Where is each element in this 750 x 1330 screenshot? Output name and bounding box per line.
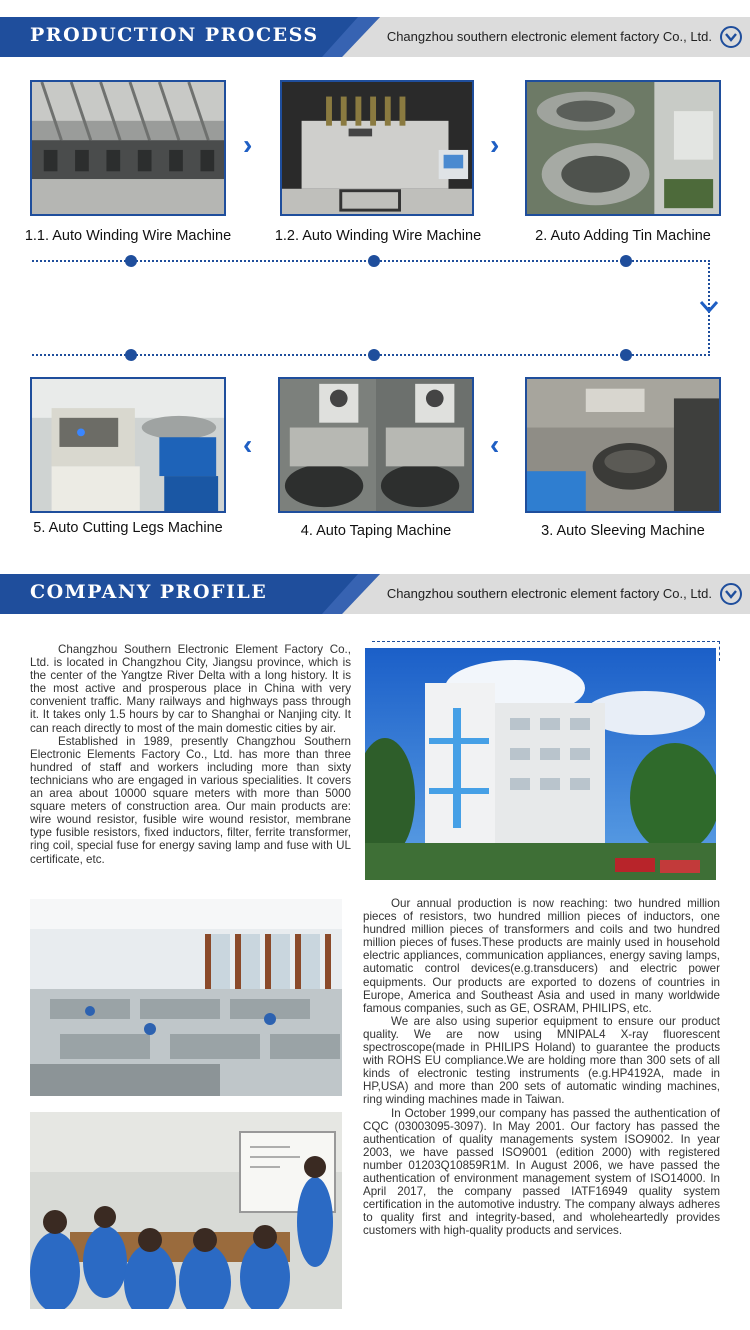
company-profile-banner bbox=[0, 574, 750, 614]
production-process-banner bbox=[0, 17, 750, 57]
step-caption: 5. Auto Cutting Legs Machine bbox=[33, 520, 223, 536]
photo-auto-winding-wire-machine-2 bbox=[280, 80, 474, 216]
step-caption: 2. Auto Adding Tin Machine bbox=[535, 228, 711, 244]
arrow-left-icon: ‹ bbox=[243, 429, 253, 460]
company-name: Changzhou southern electronic element factory Co., Ltd. bbox=[386, 586, 712, 601]
profile-intro-text bbox=[30, 643, 351, 866]
chevron-down-icon bbox=[699, 300, 719, 314]
photo-auto-cutting-legs-machine bbox=[30, 377, 226, 513]
timeline-node bbox=[368, 255, 380, 267]
chevron-down-icon[interactable] bbox=[720, 26, 742, 48]
timeline-node bbox=[125, 255, 137, 267]
paragraph: Our annual production is now reaching: two hundred million pieces of resistors, two hundred million pieces of inductors, one hundred million pieces of transformers and coils and two hundred million pieces of fuses.These products are mainly used in household electric appliances, communication appliances, energy saving lamps, automatic control devices(e.g.transducers) and electric power equipments. Our products are exported to dozens of countries in Europe, America and Southeast Asia and used in many worldwide famous companies, such as GE, OSRAM, PHILIPS, etc. bbox=[363, 897, 720, 1015]
section-title: COMPANY PROFILE bbox=[30, 581, 268, 603]
arrow-right-icon: › bbox=[243, 129, 253, 160]
step-caption: 3. Auto Sleeving Machine bbox=[541, 523, 705, 539]
chevron-down-icon[interactable] bbox=[720, 583, 742, 605]
photo-meeting bbox=[30, 1112, 342, 1309]
arrow-left-icon: ‹ bbox=[490, 429, 500, 460]
arrow-right-icon: › bbox=[490, 129, 500, 160]
photo-auto-winding-wire-machine-1 bbox=[30, 80, 226, 216]
timeline-node bbox=[620, 255, 632, 267]
paragraph: In October 1999,our company has passed the authentication of CQC (03003095-3097). In May 2001. Our factory has passed the authentication of quality managements system ISO9002. In year 2003, we have passed ISO9001 (edition 2000) with registered number 01203Q10859R1M. In August 2006, we have passed the authentication of environment management system of ISO14000. In April 2017, the company passed IATF16949 quality system certification in the automotive industry. The company always adheres to quality first and integrity-based, and wholeheartedly provides customers with high-quality products and services. bbox=[363, 1106, 720, 1238]
timeline-node bbox=[620, 349, 632, 361]
step-caption: 1.2. Auto Winding Wire Machine bbox=[274, 228, 482, 244]
timeline-node bbox=[368, 349, 380, 361]
paragraph: Established in 1989, presently Changzhou Southern Electronic Elements Factory Co., Ltd. has more than three hundred of staff and workers including more than sixty technicians who are engaged in various specialities. It covers an area about 10000 square meters with more than 5000 square meters of construction area. Our main products are: wire wound resistor, fusible wire wound resistor, membrane type fusible resistors, fixed inductors, filter, ferrite transformer, ring coil, special fuse for energy saving lamp and fuse with UL certificate, etc. bbox=[30, 734, 351, 866]
company-name: Changzhou southern electronic element factory Co., Ltd. bbox=[386, 29, 712, 44]
step-caption: 1.1. Auto Winding Wire Machine bbox=[24, 228, 232, 244]
paragraph: Changzhou Southern Electronic Element Factory Co., Ltd. is located in Changzhou City, Jiangsu province, which is the center of the Yangtze River Delta with a long history. It is the most active and prosperous place in China with very convenient traffic. Many railways and highways pass through it. It takes only 1.5 hours by car to Shanghai or Nanjing city. It can reach directly to most of the main domestic cities by air. bbox=[30, 643, 351, 735]
photo-auto-adding-tin-machine bbox=[525, 80, 721, 216]
photo-auto-sleeving-machine bbox=[525, 377, 721, 513]
step-caption: 4. Auto Taping Machine bbox=[300, 523, 452, 539]
profile-details-text bbox=[363, 897, 720, 1237]
paragraph: We are also using superior equipment to ensure our product quality. We are now using MNIPAL4 X-ray fluorescent spectroscope(made in PHILIPS Holand) to guarantee the products with ROHS EU compliance.We are holding more than 300 sets of all kinds of electronic testing instruments (e.g.HP4192A, made in HP,USA) and more than 200 sets of automatic winding machines, ring winding machines made in Taiwan. bbox=[363, 1014, 720, 1107]
photo-office bbox=[30, 899, 342, 1096]
photo-factory-building bbox=[365, 648, 716, 880]
photo-auto-taping-machine bbox=[278, 377, 474, 513]
timeline-node bbox=[125, 349, 137, 361]
section-title: PRODUCTION PROCESS bbox=[30, 24, 319, 46]
